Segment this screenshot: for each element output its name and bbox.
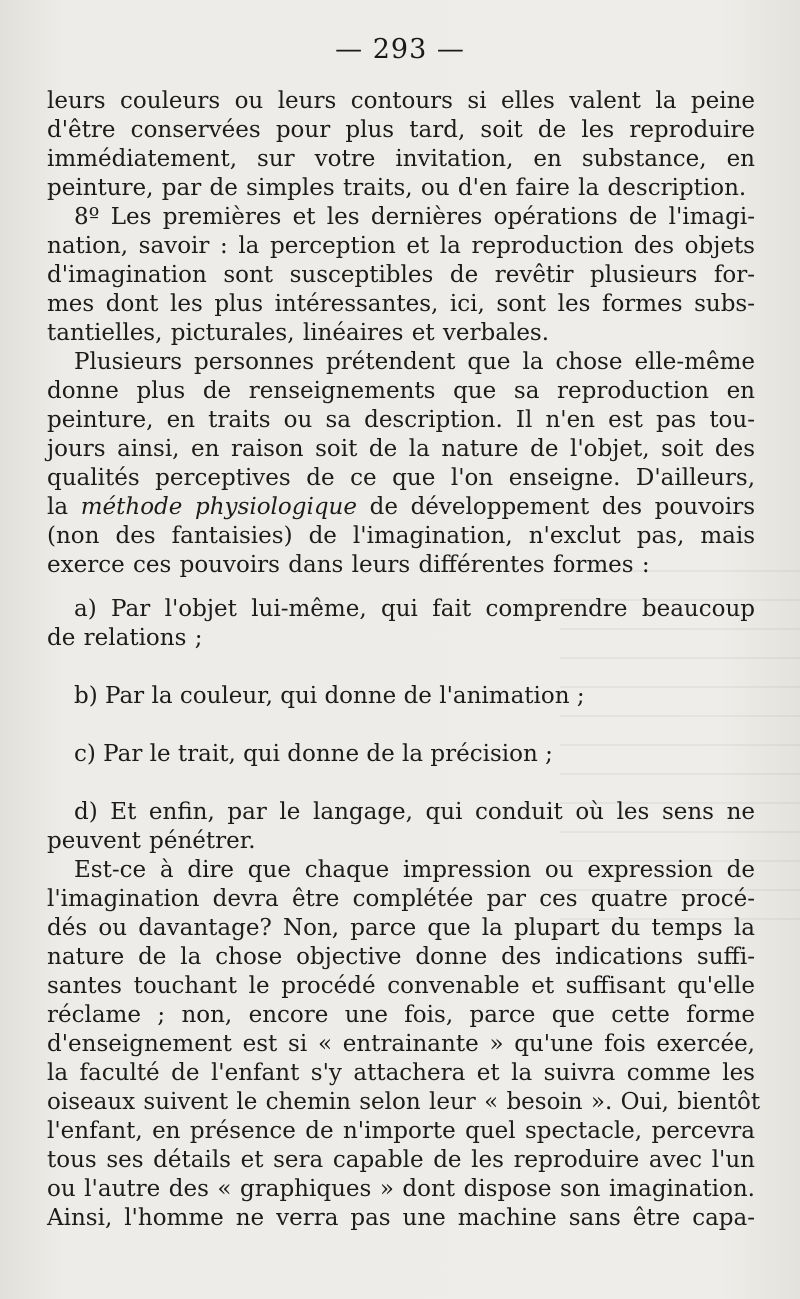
text-line: l'enfant, en présence de n'importe quel spectacle, percevra — [47, 1118, 755, 1144]
text-line: dés ou davantage? Non, parce que la plupart du temps la — [47, 915, 755, 941]
text-line: nation, savoir : la perception et la reproduction des objets — [47, 233, 755, 259]
spacer — [47, 711, 755, 740]
text-fragment: la — [47, 494, 69, 520]
text-line: d'enseignement est si « entrainante » qu'une fois exercée, — [47, 1031, 755, 1057]
text-line: b) Par la couleur, qui donne de l'animation ; — [74, 683, 585, 709]
text-line: immédiatement, sur votre invitation, en substance, en — [47, 146, 755, 172]
text-line: peuvent pénétrer. — [47, 828, 256, 854]
text-line: la faculté de l'enfant s'y attachera et la suivra comme les — [47, 1060, 755, 1086]
text-line: Est-ce à dire que chaque impression ou expression de — [74, 857, 755, 883]
text-line: (non des fantaisies) de l'imagination, n'exclut pas, mais — [47, 523, 755, 549]
text-line: qualités perceptives de ce que l'on enseigne. D'ailleurs, — [47, 465, 755, 491]
text-line: tantielles, picturales, linéaires et verbales. — [47, 320, 550, 346]
text-line: a) Par l'objet lui-même, qui fait comprendre beaucoup — [74, 596, 755, 622]
text-line: jours ainsi, en raison soit de la nature de l'objet, soit des — [47, 436, 755, 462]
text-line: ou l'autre des « graphiques » dont dispose son imagination. — [47, 1176, 755, 1202]
list-item-c — [47, 740, 755, 769]
text-line: d'imagination sont susceptibles de revêtir plusieurs for- — [47, 262, 755, 288]
text-line: peinture, par de simples traits, ou d'en faire la description. — [47, 175, 747, 201]
text-line: d'être conservées pour plus tard, soit de les reproduire — [47, 117, 755, 143]
list-item-a — [47, 595, 755, 653]
text-line: leurs couleurs ou leurs contours si elles valent la peine — [47, 88, 755, 114]
text-line: Plusieurs personnes prétendent que la chose elle-même — [74, 349, 755, 375]
paragraph-1 — [47, 87, 755, 203]
text-line: Ainsi, l'homme ne verra pas une machine sans être capa- — [47, 1205, 755, 1231]
spacer — [47, 653, 755, 682]
text-line: mes dont les plus intéressantes, ici, sont les formes subs- — [47, 291, 755, 317]
text-line: peinture, en traits ou sa description. Il n'en est pas tou- — [47, 407, 755, 433]
text-line: réclame ; non, encore une fois, parce que cette forme — [47, 1002, 755, 1028]
text-fragment: de développement des pouvoirs — [369, 494, 756, 520]
paragraph-4 — [47, 856, 761, 1233]
page-number: — 293 — — [335, 34, 465, 65]
text-line: c) Par le trait, qui donne de la précision ; — [74, 741, 553, 767]
paragraph-3 — [47, 348, 755, 580]
text-line: d) Et enfin, par le langage, qui conduit où les sens ne — [74, 799, 755, 825]
page-body — [47, 87, 761, 1233]
list-item-d — [47, 798, 755, 856]
list-item-b — [47, 682, 755, 711]
text-line: oiseaux suivent le chemin selon leur « besoin ». Oui, bientôt — [47, 1089, 761, 1115]
text-line: 8º Les premières et les dernières opérations de l'imagi- — [74, 204, 755, 230]
text-line: l'imagination devra être complétée par ces quatre procé- — [47, 886, 755, 912]
text-line-with-italic — [47, 493, 755, 522]
text-line: tous ses détails et sera capable de les reproduire avec l'un — [47, 1147, 755, 1173]
text-line: donne plus de renseignements que sa reproduction en — [47, 378, 755, 404]
spacer — [47, 769, 755, 798]
text-line: exerce ces pouvoirs dans leurs différentes formes : — [47, 552, 650, 578]
text-line: santes touchant le procédé convenable et suffisant qu'elle — [47, 973, 755, 999]
text-line: nature de la chose objective donne des indications suffi- — [47, 944, 755, 970]
paragraph-2 — [47, 203, 755, 348]
text-line: de relations ; — [47, 625, 203, 651]
italic-phrase: méthode physiologique — [80, 494, 357, 520]
